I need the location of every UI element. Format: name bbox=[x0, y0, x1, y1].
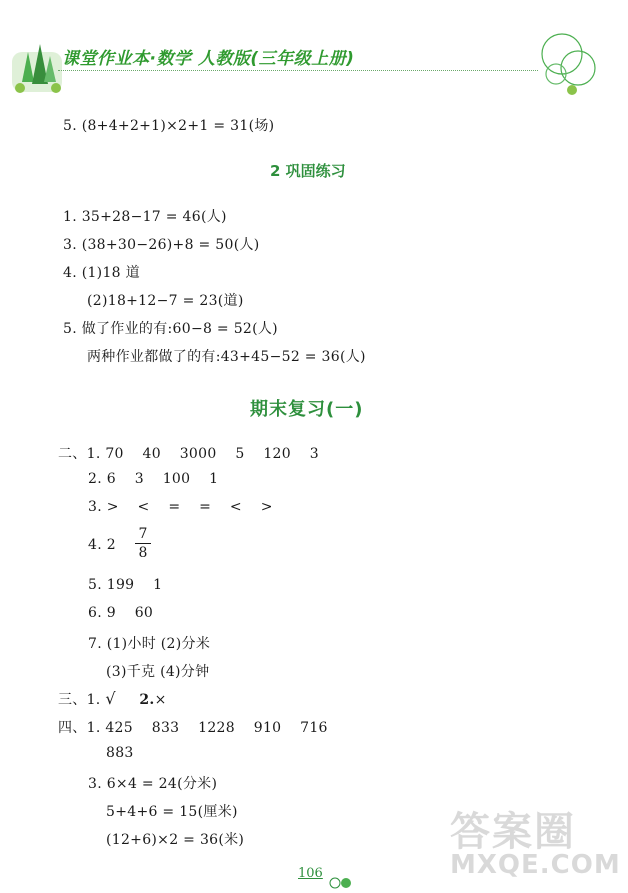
fraction-denominator: 8 bbox=[138, 545, 148, 561]
chapter-title: 期末复习(一) bbox=[250, 399, 364, 420]
answer-line: 2. 6 3 100 1 bbox=[88, 471, 219, 487]
answer-line: 1. 35+28−17 = 46(人) bbox=[63, 209, 227, 225]
answer-line: 883 bbox=[106, 745, 134, 761]
answer-line: 四、1. 425 833 1228 910 716 bbox=[58, 720, 328, 736]
answer-line: 二、1. 70 40 3000 5 120 3 bbox=[58, 446, 319, 462]
answer-line: 三、1. √ 2.× bbox=[58, 689, 167, 708]
page-header bbox=[0, 0, 628, 110]
answer-line: 3. (38+30−26)+8 = 50(人) bbox=[63, 237, 260, 253]
fraction-bar bbox=[135, 543, 151, 544]
fraction-numerator: 7 bbox=[138, 526, 148, 542]
question-prefix: 二、 bbox=[58, 446, 87, 462]
answer-line: 6. 9 60 bbox=[88, 605, 154, 621]
answer-line: (2)18+12−7 = 23(道) bbox=[87, 293, 244, 309]
answer-line: 3. 6×4 = 24(分米) bbox=[88, 776, 218, 792]
fraction bbox=[135, 526, 151, 561]
answer-line: 7. (1)小时 (2)分米 bbox=[88, 636, 211, 652]
answer-line: 5. (8+4+2+1)×2+1 = 31(场) bbox=[63, 118, 275, 134]
page-number: 106 bbox=[298, 866, 323, 881]
section-title: 2 巩固练习 bbox=[270, 162, 346, 180]
answer-line: 3. > < = = < > bbox=[88, 499, 273, 515]
cross-mark: × bbox=[154, 692, 167, 708]
answer-line: 5. 199 1 bbox=[88, 577, 163, 593]
answer-line: 两种作业都做了的有:43+45−52 = 36(人) bbox=[87, 349, 366, 365]
answer-line: 5. 做了作业的有:60−8 = 52(人) bbox=[63, 321, 278, 337]
header-forest-icon bbox=[8, 22, 68, 102]
footer-leaf-icon bbox=[328, 876, 354, 890]
answer-line: (12+6)×2 = 36(米) bbox=[106, 832, 245, 848]
answer-line: (3)千克 (4)分钟 bbox=[106, 664, 210, 680]
watermark-cn: 答案圈 bbox=[450, 809, 576, 855]
watermark bbox=[430, 800, 620, 890]
watermark-en: MXQE.COM bbox=[450, 850, 621, 880]
answer-line: 4. (1)18 道 bbox=[63, 265, 140, 281]
header-divider bbox=[58, 70, 538, 72]
check-mark: √ bbox=[105, 689, 116, 708]
header-circles-icon bbox=[538, 28, 608, 108]
answer-line: 5+4+6 = 15(厘米) bbox=[106, 804, 238, 820]
book-title: 课堂作业本·数学 人教版(三年级上册) bbox=[62, 49, 355, 69]
answer-line: 4. 2 bbox=[88, 537, 116, 553]
